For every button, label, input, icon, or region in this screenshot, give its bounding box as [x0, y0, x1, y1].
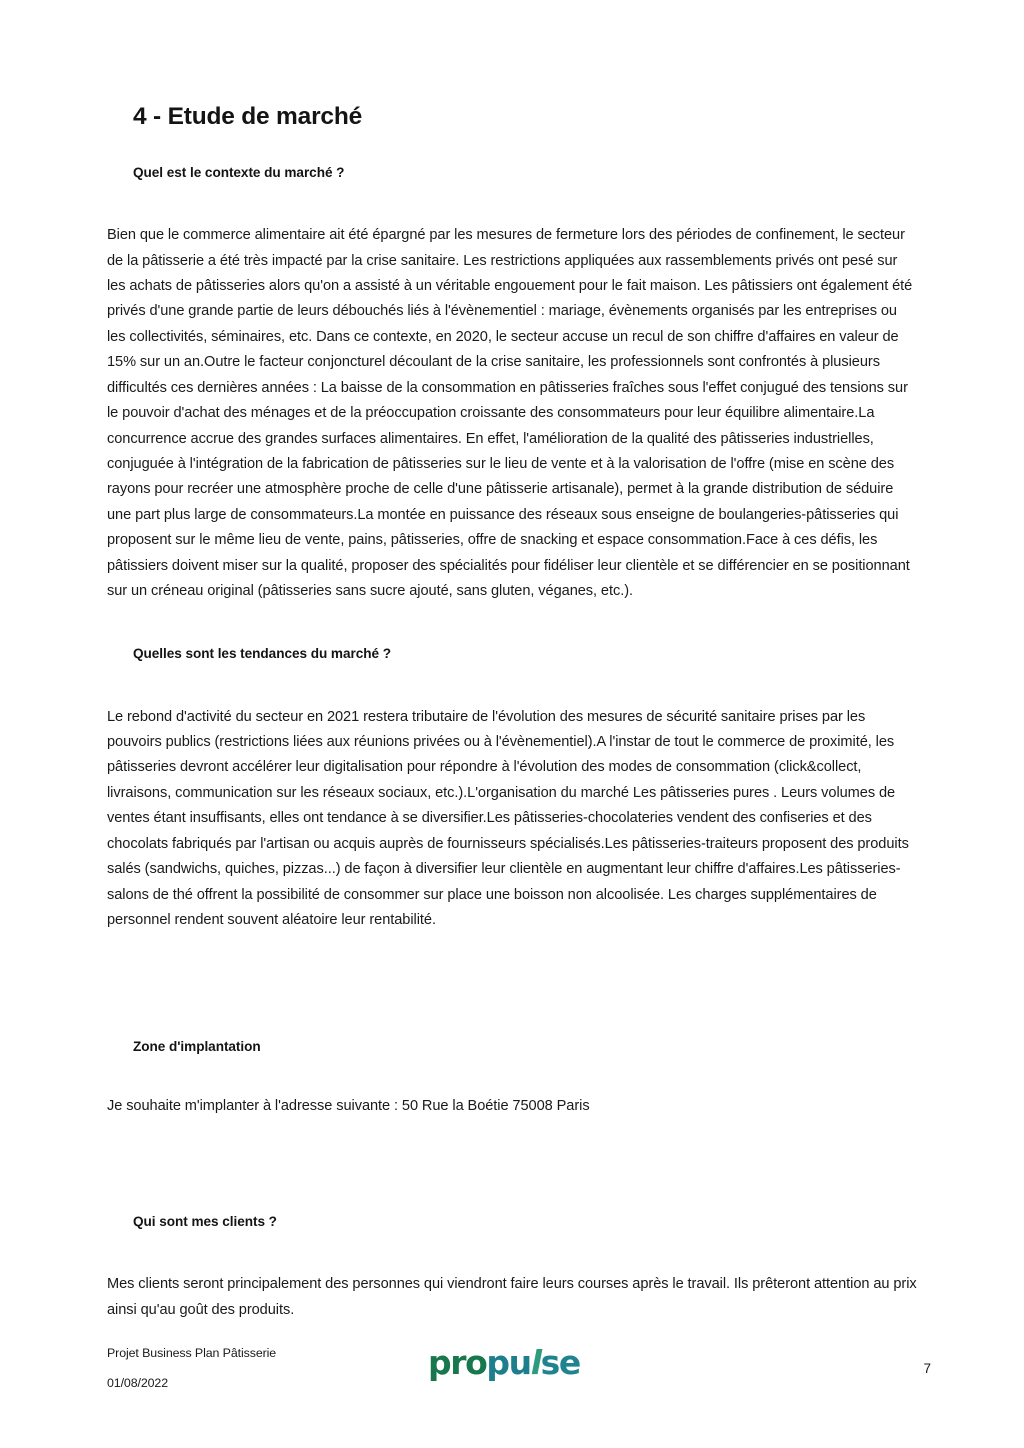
document-content — [107, 104, 919, 1323]
page-title: 4 - Etude de marché — [133, 103, 363, 130]
footer-date: 01/08/2022 — [107, 1376, 169, 1390]
logo-part-se: se — [540, 1343, 580, 1382]
footer-meta — [107, 1338, 276, 1398]
spacer — [107, 1230, 919, 1272]
section-heading-mes-clients: Qui sont mes clients ? — [133, 1214, 277, 1230]
spacer — [107, 1119, 919, 1214]
section-heading-tendances-marche: Quelles sont les tendances du marché ? — [133, 646, 391, 662]
logo-part-pu: pu — [486, 1343, 531, 1382]
section-body-tendances-marche: Le rebond d'activité du secteur en 2021 restera tributaire de l'évolution des mesures de sécurité sanitaire prises par les pouvoirs publics (restrictions liées aux réunions privées ou à l'évènementiel).A l'instar de tout le commerce de proximité, les pâtisseries devront accélérer leur digitalisation pour répondre à l'évolution des modes de consommation (click&collect, livraisons, communication sur les réseaux sociaux, etc.).L'organisation du marché Les pâtisseries pures . Leurs volumes de ventes étant insuffisants, elles ont tendance à se diversifier.Les pâtisseries-chocolateries vendent des confiseries et des chocolats fabriqués par l'artisan ou acquis auprès de fournisseurs spécialisés.Les pâtisseries-traiteurs proposent des produits salés (sandwichs, quiches, pizzas...) de façon à diversifier leur clientèle en augmentant leur chiffre d'affaires.Les pâtisseries-salons de thé offrent la possibilité de consommer sur place une boisson non alcoolisée. Les charges supplémentaires de personnel rendent souvent aléatoire leur rentabilité. — [107, 708, 909, 928]
section-heading-contexte-marche: Quel est le contexte du marché ? — [133, 164, 345, 180]
section-body-zone-implantation: Je souhaite m'implanter à l'adresse suivante : 50 Rue la Boétie 75008 Paris — [107, 1097, 590, 1114]
logo-part-l: l — [530, 1343, 541, 1382]
section-body-mes-clients: Mes clients seront principalement des personnes qui viendront faire leurs courses après le travail. Ils prêteront attention au prix ainsi qu'au goût des produits. — [107, 1276, 917, 1318]
logo-part-pro: pro — [428, 1343, 487, 1382]
section-body-contexte-marche: Bien que le commerce alimentaire ait été épargné par les mesures de fermeture lors des périodes de confinement, le secteur de la pâtisserie a été très impacté par la crise sanitaire. Les restrictions appliquées aux rassemblements privés ont pesé sur les achats de pâtisseries alors qu'on a assisté à un véritable engouement pour le fait maison. Les pâtissiers ont également été privés d'une grande partie de leurs débouchés liés à l'évènementiel : mariage, évènements organisés par les entreprises ou les collectivités, séminaires, etc. Dans ce contexte, en 2020, le secteur accuse un recul de son chiffre d'affaires en valeur de 15% sur un an.Outre le facteur conjoncturel découlant de la crise sanitaire, les professionnels sont confrontés à plusieurs difficultés ces dernières années : La baisse de la consommation en pâtisseries fraîches sous l'effet conjugué des tensions sur le pouvoir d'achat des ménages et de la préoccupation croissante des consommateurs pour leur équilibre alimentaire.La concurrence accrue des grandes surfaces alimentaires. En effet, l'amélioration de la qualité des pâtisseries industrielles, conjuguée à l'intégration de la fabrication de pâtisseries sur le lieu de vente et à la valorisation de l'offre (mise en scène des rayons pour recréer une atmosphère proche de celle d'une pâtisserie artisanale), permet à la grande distribution de séduire une part plus large de consommateurs.La montée en puissance des réseaux sous enseigne de boulangeries-pâtisseries qui proposent sur le même lieu de vente, pains, pâtisseries, offre de snacking et espace consommation.Face à ces défis, les pâtissiers doivent miser sur la qualité, proposer des spécialités pour fidéliser leur clientèle et se différencier en se positionnant sur un créneau original (pâtisseries sans sucre ajouté, sans gluten, véganes, etc.). — [107, 227, 913, 599]
footer-project-name: Projet Business Plan Pâtisserie — [107, 1346, 277, 1360]
spacer — [107, 181, 919, 223]
spacer — [107, 604, 919, 646]
section-heading-zone-implantation: Zone d'implantation — [133, 1039, 261, 1055]
spacer — [107, 1056, 919, 1094]
spacer — [107, 933, 919, 1039]
page-footer — [0, 1328, 1024, 1448]
spacer — [107, 663, 919, 705]
propulse-logo — [428, 1343, 580, 1382]
footer-page-number: 7 — [923, 1361, 931, 1376]
